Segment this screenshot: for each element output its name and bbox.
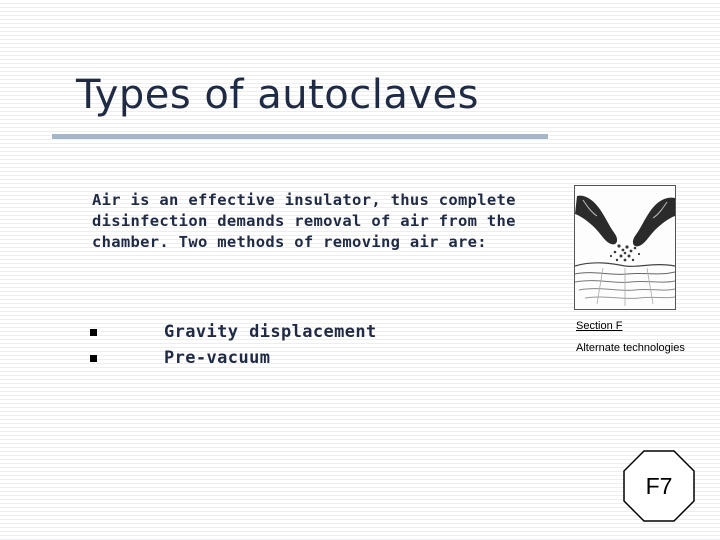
badge-label: F7 <box>645 472 673 499</box>
square-bullet-icon <box>90 329 97 336</box>
illustration-image <box>575 186 675 309</box>
page-title: Types of autoclaves <box>76 72 479 118</box>
bullet-text-prevacuum: Pre-vacuum <box>164 348 271 368</box>
intro-paragraph: Air is an effective insulator, thus complete disinfection demands removal of air from the chamber. Two methods of removing air are: <box>92 191 516 251</box>
hands-with-grain-illustration <box>574 185 676 310</box>
section-subtitle: Alternate technologies <box>576 342 685 354</box>
square-bullet-icon <box>90 355 97 362</box>
title-underline <box>52 134 548 139</box>
bullet-text-gravity: Gravity displacement <box>164 322 377 342</box>
section-label: Section F <box>576 320 623 332</box>
